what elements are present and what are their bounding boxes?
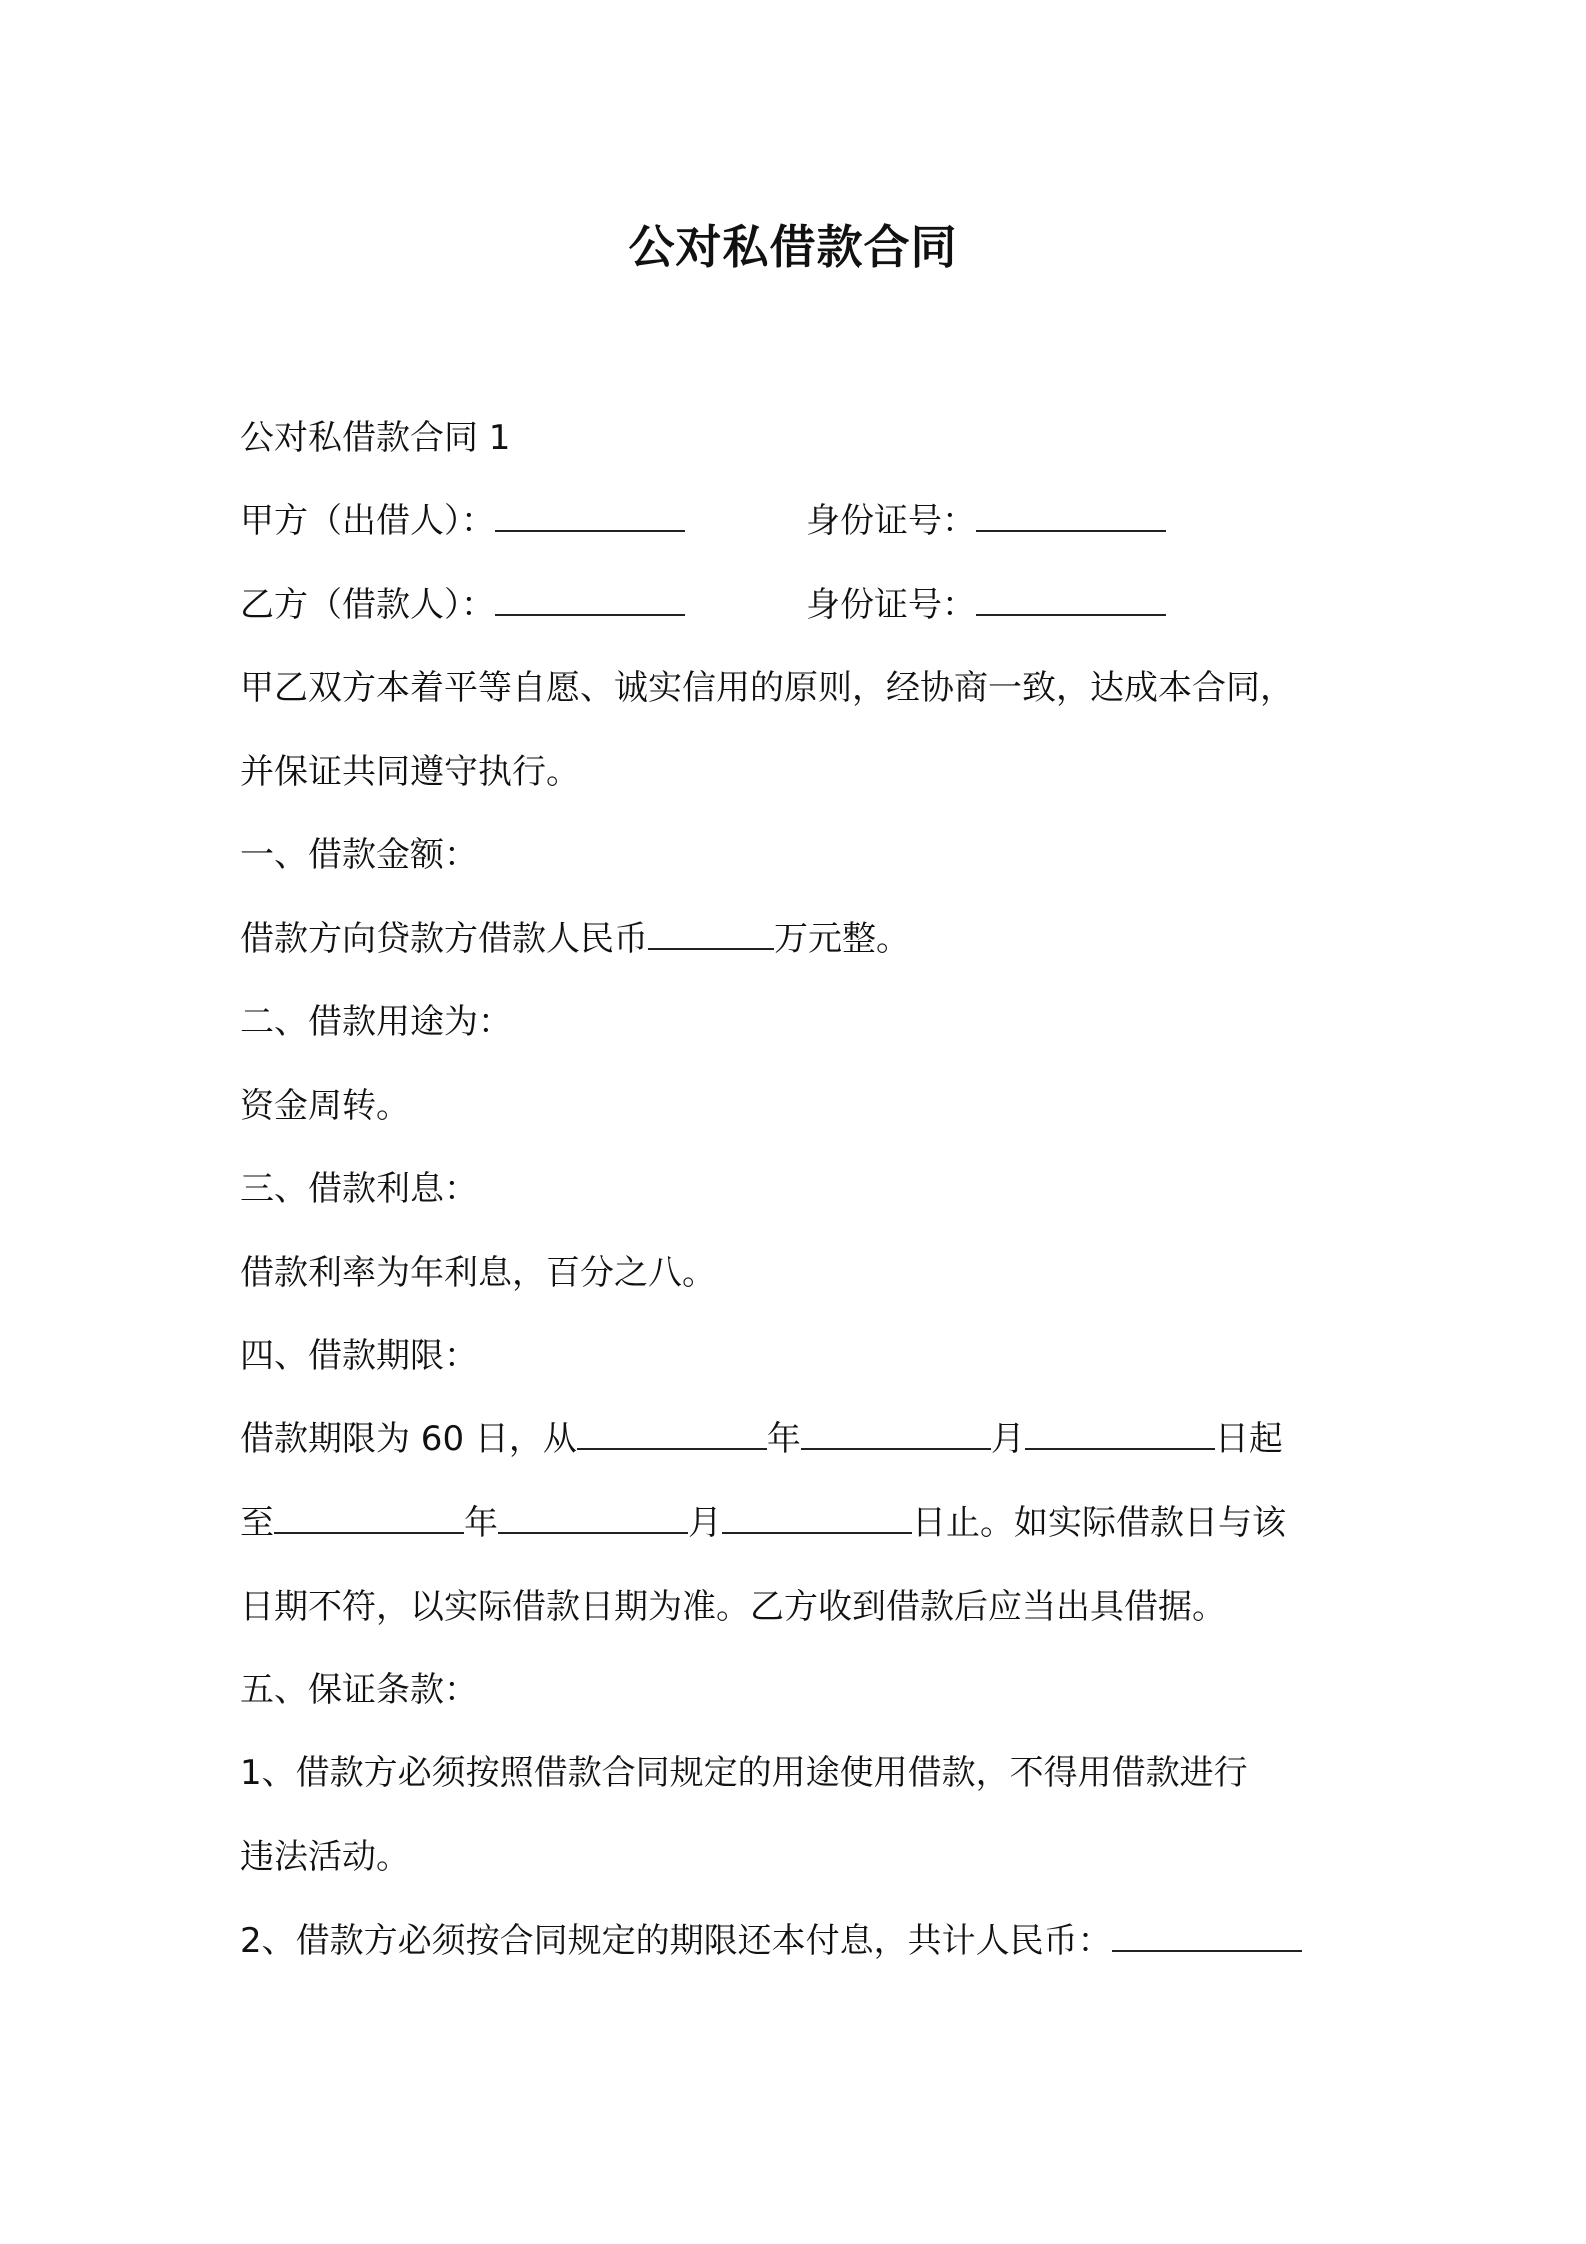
start-month-blank xyxy=(801,1418,991,1450)
end-day-blank xyxy=(722,1502,912,1534)
section-5-item-1-line-2: 违法活动。 xyxy=(240,1837,410,1877)
term-to-label: 至 xyxy=(240,1503,274,1543)
document-title: 公对私借款合同 xyxy=(628,220,958,274)
intro-line-1: 甲乙双方本着平等自愿、诚实信用的原则，经协商一致，达成本合同， xyxy=(240,668,1294,708)
party-a-name-blank xyxy=(495,500,685,532)
section-5-heading: 五、保证条款： xyxy=(240,1670,478,1710)
party-a-id-label: 身份证号： xyxy=(806,501,976,541)
section-4-heading: 四、借款期限： xyxy=(240,1336,478,1376)
loan-amount-suffix: 万元整。 xyxy=(774,919,910,959)
party-b-id-row xyxy=(806,580,1166,630)
month-label: 月 xyxy=(688,1503,722,1543)
section-5-item-2 xyxy=(240,1916,1302,1966)
party-a-id-row xyxy=(806,496,1166,546)
term-prefix: 借款期限为 60 日，从 xyxy=(240,1419,577,1459)
year-label: 年 xyxy=(766,1419,801,1459)
section-3-text: 借款利率为年利息，百分之八。 xyxy=(240,1253,716,1293)
party-b-id-label: 身份证号： xyxy=(806,585,976,625)
party-a-row xyxy=(240,496,685,546)
year-label: 年 xyxy=(464,1503,498,1543)
contract-subtitle: 公对私借款合同 1 xyxy=(240,418,511,458)
start-year-blank xyxy=(577,1418,767,1450)
end-year-blank xyxy=(274,1502,464,1534)
section-4-line-1 xyxy=(240,1414,1283,1464)
party-a-id-blank xyxy=(976,500,1166,532)
repayment-total-label: 2、借款方必须按合同规定的期限还本付息，共计人民币： xyxy=(240,1921,1112,1961)
section-2-heading: 二、借款用途为： xyxy=(240,1002,512,1042)
party-b-label: 乙方（借款人）： xyxy=(240,585,495,625)
party-b-row xyxy=(240,580,685,630)
section-1-heading: 一、借款金额： xyxy=(240,835,478,875)
section-3-heading: 三、借款利息： xyxy=(240,1169,478,1209)
loan-amount-prefix: 借款方向贷款方借款人民币 xyxy=(240,919,648,959)
section-1-text xyxy=(240,914,910,964)
section-2-text: 资金周转。 xyxy=(240,1086,410,1126)
term-end-suffix: 日止。如实际借款日与该 xyxy=(912,1503,1286,1543)
month-label: 月 xyxy=(990,1419,1025,1459)
party-b-name-blank xyxy=(495,584,685,616)
section-4-line-2 xyxy=(240,1498,1286,1548)
end-month-blank xyxy=(498,1502,688,1534)
party-b-id-blank xyxy=(976,584,1166,616)
section-4-line-3: 日期不符，以实际借款日期为准。乙方收到借款后应当出具借据。 xyxy=(240,1587,1226,1627)
party-a-label: 甲方（出借人）： xyxy=(240,501,495,541)
section-5-item-1-line-1: 1、借款方必须按照借款合同规定的用途使用借款，不得用借款进行 xyxy=(240,1753,1248,1793)
term-start-suffix: 日起 xyxy=(1214,1419,1283,1459)
repayment-total-blank xyxy=(1112,1920,1302,1952)
start-day-blank xyxy=(1025,1418,1215,1450)
intro-line-2: 并保证共同遵守执行。 xyxy=(240,752,580,792)
loan-amount-blank xyxy=(648,918,774,950)
